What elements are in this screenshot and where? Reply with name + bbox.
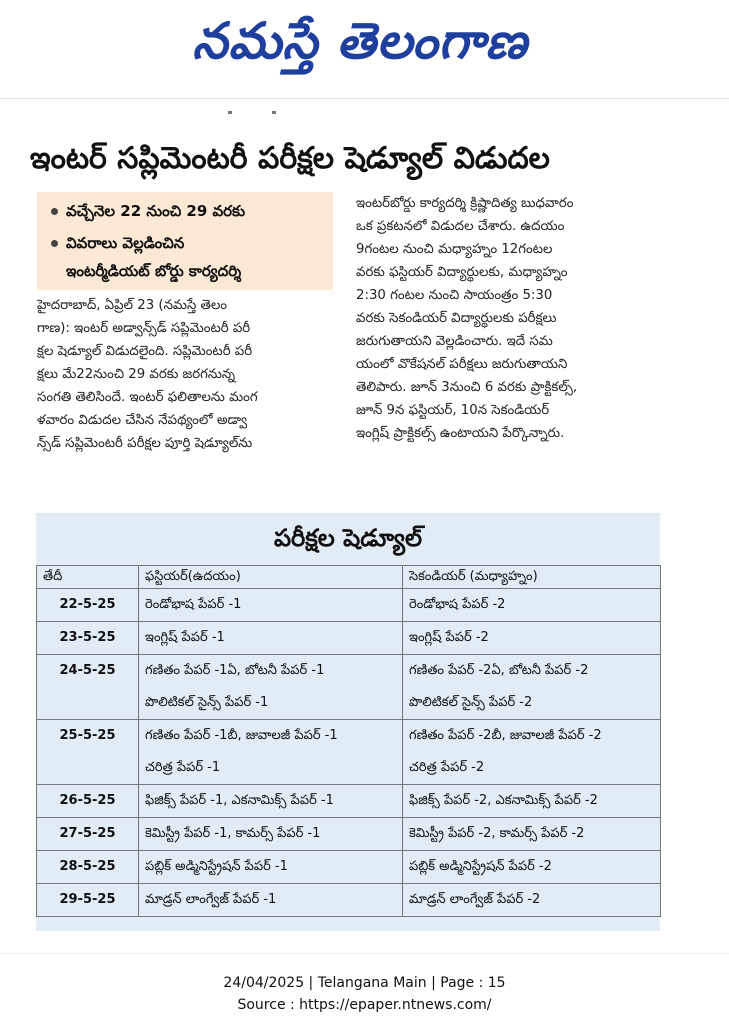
bullet-icon bbox=[51, 240, 58, 247]
cell-date: 23-5-25 bbox=[37, 622, 139, 655]
cell-first-year: ఫిజిక్స్‌ పేపర్‌ -1, ఎకనామిక్స్‌ పేపర్‌ -1 bbox=[139, 785, 403, 818]
cell-date: 25-5-25 bbox=[37, 720, 139, 785]
table-row bbox=[37, 589, 661, 622]
table-row bbox=[37, 785, 661, 818]
body-line: వరకు సెకండియర్‌ విద్యార్థులకు పరీక్షలు bbox=[356, 311, 557, 326]
bullet-icon bbox=[51, 208, 58, 215]
body-line: గాణ): ఇంటర్‌ అడ్వాన్స్‌డ్‌ సప్లిమెంటరీ పరీ bbox=[37, 321, 251, 336]
body-line: జరుగుతాయని వెల్లడించారు. ఇదే సమ bbox=[356, 334, 553, 349]
footer-date-line: 24/04/2025 | Telangana Main | Page : 15 bbox=[223, 975, 506, 991]
cell-line: పొలిటికల్‌ సైన్స్‌ పేపర్‌ -1 bbox=[145, 695, 269, 710]
cell-first-year: కెమిస్ట్రీ పేపర్‌ -1, కామర్స్‌ పేపర్‌ -1 bbox=[139, 818, 403, 851]
footer-source-line: Source : https://epaper.ntnews.com/ bbox=[237, 997, 492, 1013]
cell-second-year: పబ్లిక్‌ అడ్మినిస్ట్రేషన్‌ పేపర్‌ -2 bbox=[403, 851, 661, 884]
cell-line: గణితం పేపర్‌ -2బీ, జువాలజీ పేపర్‌ -2 bbox=[409, 728, 602, 743]
cell-second-year: ఫిజిక్స్‌ పేపర్‌ -2, ఎకనామిక్స్‌ పేపర్‌ -2 bbox=[403, 785, 661, 818]
cell-line: చరిత్ర పేపర్‌ -2 bbox=[409, 760, 485, 775]
cell-date: 27-5-25 bbox=[37, 818, 139, 851]
article-headline: ఇంటర్‌ సప్లిమెంటరీ పరీక్షల షెడ్యూల్‌ విడుదల bbox=[30, 141, 550, 176]
masthead-divider bbox=[0, 98, 729, 99]
highlight-item-continued: ఇంటర్మీడియట్‌ బోర్డు కార్యదర్శి bbox=[66, 262, 242, 280]
highlight-text: వివరాలు వెల్లడించిన bbox=[66, 234, 185, 252]
body-line: సంగతి తెలిసిందే. ఇంటర్‌ ఫలితాలను మంగ bbox=[37, 390, 258, 405]
cell-date: 29-5-25 bbox=[37, 884, 139, 917]
cell-second-year: ఇంగ్లిష్‌ పేపర్‌ -2 bbox=[403, 622, 661, 655]
table-row bbox=[37, 818, 661, 851]
table-row bbox=[37, 884, 661, 917]
cell-first-year bbox=[139, 655, 403, 720]
cell-first-year: పబ్లిక్‌ అడ్మినిస్ట్రేషన్‌ పేపర్‌ -1 bbox=[139, 851, 403, 884]
cell-line: గణితం పేపర్‌ -2ఏ, బోటనీ పేపర్‌ -2 bbox=[409, 663, 589, 678]
cell-line: గణితం పేపర్‌ -1ఏ, బోటనీ పేపర్‌ -1 bbox=[145, 663, 325, 678]
highlight-box bbox=[37, 192, 333, 290]
cell-second-year bbox=[403, 720, 661, 785]
schedule-table bbox=[36, 565, 661, 917]
cell-second-year: రెండోభాష పేపర్‌ -2 bbox=[403, 589, 661, 622]
body-line: వరకు ఫస్టియర్‌ విద్యార్థులకు, మధ్యాహ్నం bbox=[356, 265, 568, 280]
body-line: ఒక ప్రకటనలో విడుదల చేశారు. ఉదయం bbox=[356, 219, 565, 234]
cell-date: 24-5-25 bbox=[37, 655, 139, 720]
header-date: తేదీ bbox=[37, 566, 139, 589]
article-column-left bbox=[37, 294, 342, 455]
body-line: 9గంటల నుంచి మధ్యాహ్నం 12గంటల bbox=[356, 242, 553, 257]
cell-first-year: రెండోభాష పేపర్‌ -1 bbox=[139, 589, 403, 622]
cell-second-year: మాడ్రన్‌ లాంగ్వేజ్‌ పేపర్‌ -2 bbox=[403, 884, 661, 917]
body-line: తెలిపారు. జూన్‌ 3నుంచి 6 వరకు ప్రాక్టికల్స్‌, bbox=[356, 380, 578, 395]
body-line: ళవారం విడుదల చేసిన నేపథ్యంలో అడ్వా bbox=[37, 413, 248, 428]
cell-first-year: ఇంగ్లిష్‌ పేపర్‌ -1 bbox=[139, 622, 403, 655]
highlight-item bbox=[51, 200, 245, 222]
highlight-item bbox=[51, 232, 184, 254]
cell-first-year: మాడ్రన్‌ లాంగ్వేజ్‌ పేపర్‌ -1 bbox=[139, 884, 403, 917]
page-footer bbox=[0, 972, 729, 1016]
body-line: ఇంటర్‌బోర్డు కార్యదర్శి క్రిష్ణాదిత్య బుధవారం bbox=[356, 196, 574, 211]
body-line: 2:30 గంటల నుంచి సాయంత్రం 5:30 bbox=[356, 288, 553, 303]
header-second-year: సెకండియర్‌ (మధ్యాహ్నం) bbox=[403, 566, 661, 589]
article-column-right bbox=[356, 192, 661, 445]
header-first-year: ఫస్టియర్‌(ఉదయం) bbox=[139, 566, 403, 589]
masthead-dots bbox=[228, 99, 348, 103]
cell-date: 28-5-25 bbox=[37, 851, 139, 884]
cell-second-year: కెమిస్ట్రీ పేపర్‌ -2, కామర్స్‌ పేపర్‌ -2 bbox=[403, 818, 661, 851]
body-line: ఇంగ్లిష్‌ ప్రాక్టికల్స్‌ ఉంటాయని పేర్కొన్నారు. bbox=[356, 426, 565, 441]
body-line: క్షల షెడ్యూల్‌ విడుదలైంది. సప్లిమెంటరీ పరీ bbox=[37, 344, 253, 359]
table-row bbox=[37, 655, 661, 720]
cell-line: గణితం పేపర్‌ -1బీ, జువాలజీ పేపర్‌ -1 bbox=[145, 728, 338, 743]
body-line: క్షలు మే22నుంచి 29 వరకు జరగనున్న bbox=[37, 367, 236, 382]
cell-second-year bbox=[403, 655, 661, 720]
cell-first-year bbox=[139, 720, 403, 785]
body-line: న్స్‌డ్‌ సప్లిమెంటరీ పరీక్షల పూర్తి షెడ్యూల్‌ను bbox=[37, 436, 253, 451]
body-line: హైదరాబాద్‌, ఏప్రిల్‌ 23 (నమస్తే తెలం bbox=[37, 298, 228, 313]
cell-date: 22-5-25 bbox=[37, 589, 139, 622]
schedule-title: పరీక్షల షెడ్యూల్‌ bbox=[273, 524, 423, 552]
masthead-logo bbox=[150, 6, 570, 76]
table-row bbox=[37, 720, 661, 785]
table-row bbox=[37, 622, 661, 655]
logo-text: నమస్తే తెలంగాణ bbox=[192, 12, 528, 70]
cell-line: చరిత్ర పేపర్‌ -1 bbox=[145, 760, 221, 775]
body-line: జూన్‌ 9న ఫస్టియర్‌, 10న సెకండియర్‌ bbox=[356, 403, 550, 418]
highlight-text: వచ్చేనెల 22 నుంచి 29 వరకు bbox=[66, 202, 246, 220]
cell-date: 26-5-25 bbox=[37, 785, 139, 818]
schedule-box bbox=[36, 513, 660, 931]
footer-divider bbox=[0, 953, 729, 954]
table-row bbox=[37, 851, 661, 884]
body-line: యంలో వొకేషనల్‌ పరీక్షలు జరుగుతాయని bbox=[356, 357, 568, 372]
cell-line: పొలిటికల్‌ సైన్స్‌ పేపర్‌ -2 bbox=[409, 695, 533, 710]
table-header-row bbox=[37, 566, 661, 589]
